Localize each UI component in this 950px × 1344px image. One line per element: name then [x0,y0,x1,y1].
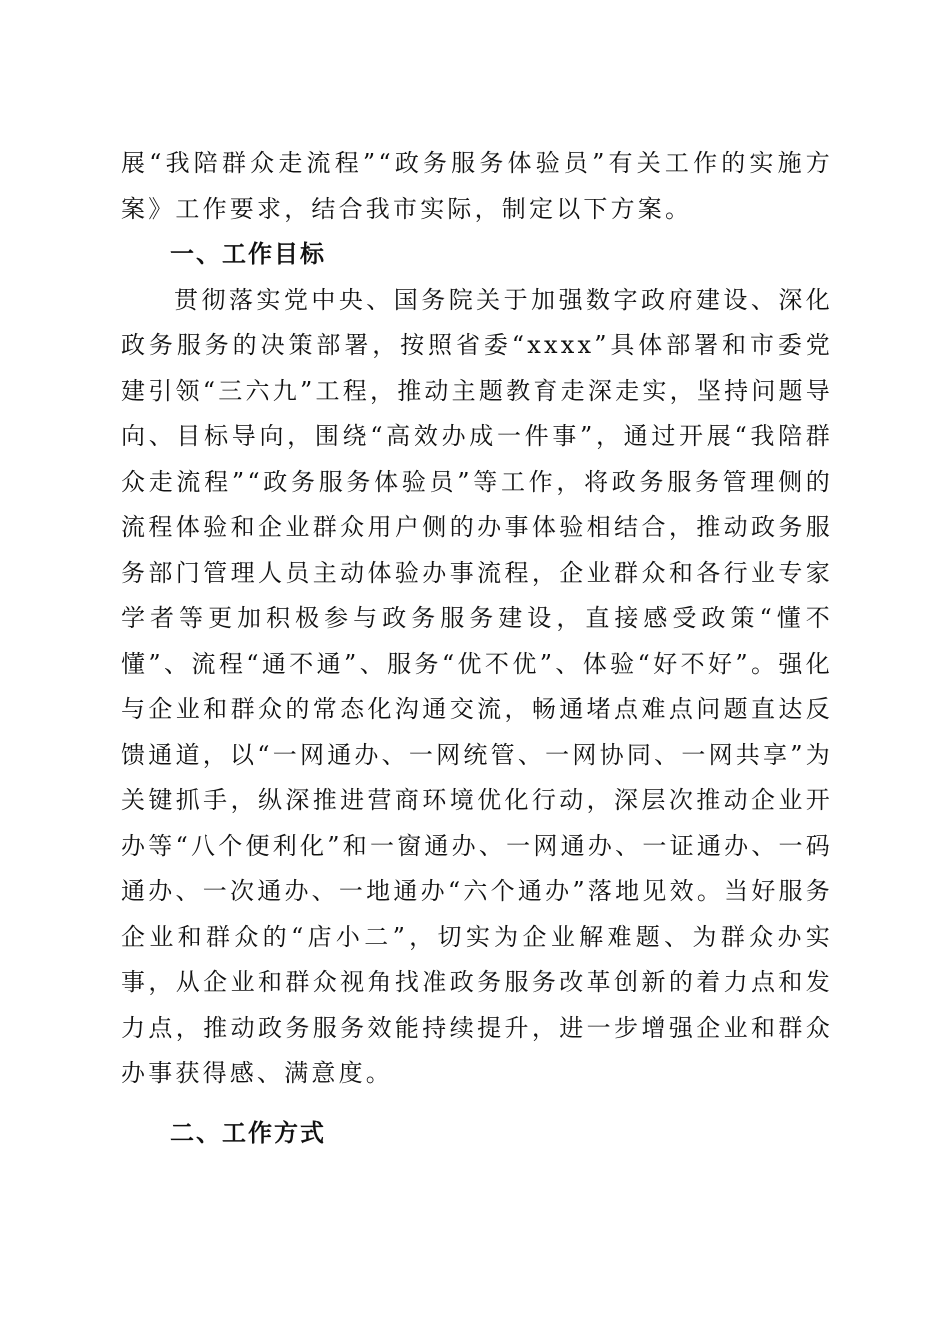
document-body [121,141,833,1156]
section-heading-methods: 二、工作方式 [170,1118,326,1147]
intro-paragraph: 展“我陪群众走流程”“政务服务体验员”有关工作的实施方案》工作要求，结合我市实际，制定以下方案。 [121,149,833,223]
section-heading-goals: 一、工作目标 [170,240,326,268]
section-goals-paragraph: 贯彻落实党中央、国务院关于加强数字政府建设、深化政务服务的决策部署，按照省委“xxxx”具体部署和市委党建引领“三六九”工程，推动主题教育走深走实，坚持问题导向、目标导向，围绕“高效办成一件事”，通过开展“我陪群众走流程”“政务服务体验员”等工作，将政务服务管理侧的流程体验和企业群众用户侧的办事体验相结合，推动政务服务部门管理人员主动体验办事流程，企业群众和各行业专家学者等更加积极参与政务服务建设，直接感受政策“懂不懂”、流程“通不通”、服务“优不优”、体验“好不好”。强化与企业和群众的常态化沟通交流，畅通堵点难点问题直达反馈通道，以“一网通办、一网统管、一网协同、一网共享”为关键抓手，纵深推进营商环境优化行动，深层次推动企业开办等“八个便利化”和一窗通办、一网通办、一证通办、一码通办、一次通办、一地通办“六个通办”落地见效。当好服务企业和群众的“店小二”，切实为企业解难题、为群众办实事，从企业和群众视角找准政务服务改革创新的着力点和发力点，推动政务服务效能持续提升，进一步增强企业和群众办事获得感、满意度。 [121,285,833,1087]
